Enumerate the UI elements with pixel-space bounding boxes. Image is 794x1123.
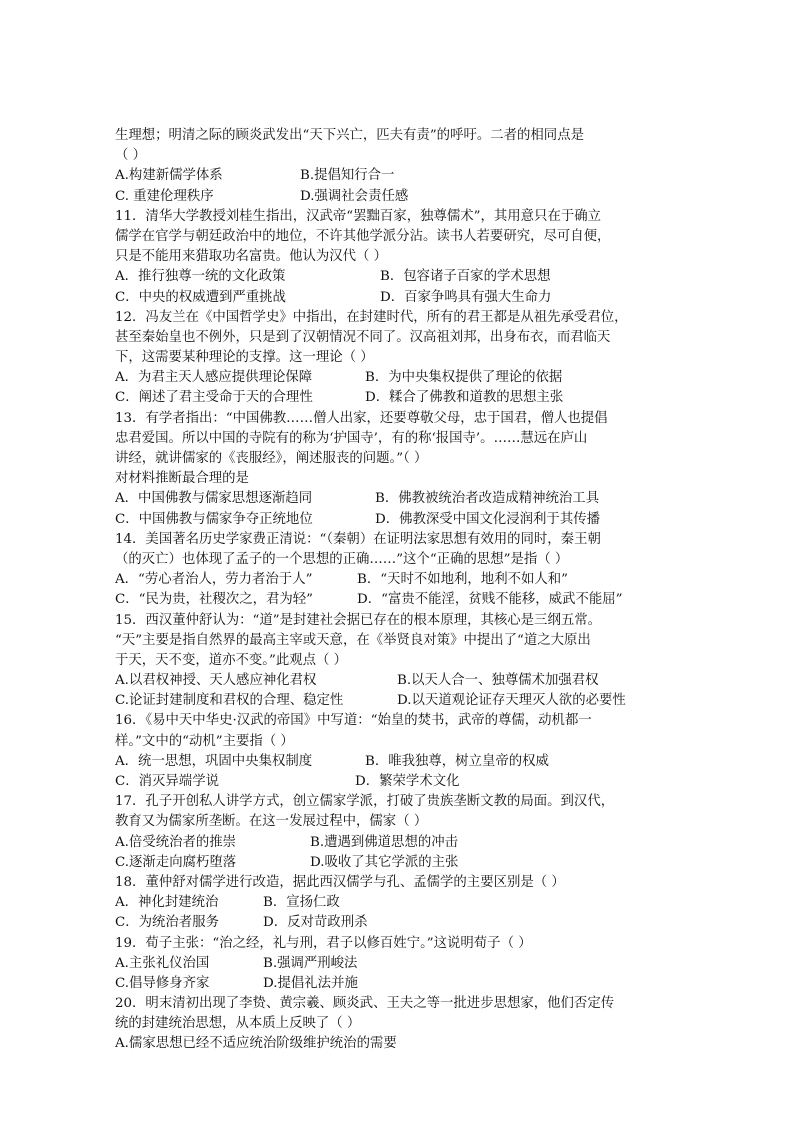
- option-left: C.倡导修身齐家: [115, 975, 210, 991]
- option-row: [115, 752, 685, 772]
- option-row: [115, 691, 685, 711]
- option-left: A．神化封建统治: [115, 895, 219, 911]
- option-right: B．佛教被统治者改造成精神统治工具: [375, 491, 600, 507]
- text-line: （的灭亡）也体现了孟子的一个思想的正确……”这个“正确的思想”是指（ ）: [115, 551, 569, 567]
- option-left: C．中央的权威遭到严重挑战: [115, 289, 286, 305]
- option-right: B．唯我独尊，树立皇帝的权威: [365, 753, 549, 769]
- text-line: 12．冯友兰在《中国哲学史》中指出，在封建时代，所有的君王都是从祖先承受君位，: [115, 309, 628, 325]
- option-row: [115, 570, 685, 590]
- option-left: C.论证封建制度和君权的合理、稳定性: [115, 693, 344, 709]
- option-left: A．“劳心者治人，劳力者治于人”: [115, 572, 313, 588]
- text-line: 只是不能用来猎取功名富贵。他认为汉代（ ）: [115, 249, 388, 265]
- text-line: “天”主要是指自然界的最高主宰或天意，在《举贤良对策》中提出了“道之大原出: [115, 632, 591, 648]
- text-line: 下，这需要某种理论的支撑。这一理论（ ）: [115, 350, 374, 366]
- text-line: 儒学在官学与朝廷政治中的地位，不许其他学派分沾。读书人若要研究，尽可自便，: [115, 228, 611, 244]
- option-right: B.遭遇到佛道思想的冲击: [310, 834, 459, 850]
- text-line: 20．明末清初出现了李贽、黄宗羲、顾炎武、王夫之等一批进步思想家，他们否定传: [115, 996, 615, 1012]
- option-left: C.逐渐走向腐朽堕落: [115, 854, 237, 870]
- option-right: D．糅合了佛教和道教的思想主张: [365, 390, 564, 406]
- option-right: D．“富贵不能淫，贫贱不能移，威武不能屈”: [357, 592, 623, 608]
- option-right: D．佛教深受中国文化浸润利于其传播: [375, 511, 600, 527]
- text-line: 甚至秦始皇也不例外，只是到了汉朝情况不同了。汉高祖刘邦，出身布衣，而君临天: [115, 329, 611, 345]
- option-row: [115, 166, 685, 186]
- text-line: 13．有学者指出：“中国佛教……僧人出家，还要尊敬父母，忠于国君，僧人也提倡: [115, 410, 608, 426]
- text-line: 16．《易中天中华史·汉武的帝国》中写道：“始皇的焚书，武帝的尊儒，动机都一: [115, 713, 592, 729]
- text-line: 教育又为儒家所垄断。在这一发展过程中，儒家（ ）: [115, 814, 428, 830]
- option-row: [115, 913, 685, 933]
- option-row: [115, 954, 685, 974]
- option-row: [115, 772, 685, 792]
- text-line: A.儒家思想已经不适应统治阶级维护统治的需要: [115, 1036, 397, 1052]
- option-left: A.主张礼仪治国: [115, 955, 210, 971]
- option-row: [115, 368, 685, 388]
- option-left: C. 重建伦理秩序: [115, 188, 214, 204]
- option-row: [115, 288, 685, 308]
- option-left: A.以君权神授、天人感应神化君权: [115, 673, 317, 689]
- option-left: C．消灭异端学说: [115, 774, 219, 789]
- text-line: 18．董仲舒对儒学进行改造，据此西汉儒学与孔、孟儒学的主要区别是（ ）: [115, 874, 565, 890]
- option-right: D.提倡礼法并施: [263, 975, 358, 991]
- text-line: 11．清华大学教授刘桂生指出，汉武帝“罢黜百家，独尊儒术”，其用意只在于确立: [115, 208, 602, 224]
- option-left: A．为君主天人感应提供理论保障: [115, 370, 313, 386]
- option-left: A．推行独尊一统的文化政策: [115, 269, 286, 285]
- option-left: A.倍受统治者的推崇: [115, 834, 237, 850]
- option-row: [115, 510, 685, 530]
- option-row: [115, 267, 685, 287]
- text-line: （ ）: [115, 148, 147, 164]
- option-row: [115, 671, 685, 691]
- option-right: B．为中央集权提供了理论的依据: [365, 370, 563, 386]
- text-line: 17．孔子开创私人讲学方式，创立儒家学派，打破了贵族垄断文教的局面。到汉代，: [115, 794, 615, 810]
- text-line: 忠君爱国。所以中国的寺院有的称为‘护国寺’，有的称‘报国寺’。……慧远在庐山: [115, 430, 588, 446]
- text-line: 讲经，就讲儒家的《丧服经》，阐述服丧的问题。”（ ）: [115, 451, 428, 466]
- option-left: A．中国佛教与儒家思想逐渐趋同: [115, 491, 313, 507]
- option-row: [115, 388, 685, 408]
- option-left: A．统一思想，巩固中央集权制度: [115, 753, 313, 769]
- option-row: [115, 893, 685, 913]
- option-right: D.吸收了其它学派的主张: [310, 854, 459, 870]
- option-left: C．为统治者服务: [115, 915, 219, 931]
- text-line: 对材料推断最合理的是: [115, 471, 249, 487]
- option-right: B.强调严刑峻法: [263, 955, 358, 971]
- option-row: [115, 853, 685, 873]
- option-row: [115, 833, 685, 853]
- option-right: D.以天道观论证存天理灭人欲的必要性: [397, 693, 626, 709]
- option-right: D．百家争鸣具有强大生命力: [380, 289, 552, 305]
- option-right: D．繁荣学术文化: [355, 774, 460, 789]
- option-right: D.强调社会责任感: [300, 188, 409, 204]
- text-line: 19．荀子主张：“治之经，礼与刑，君子以修百姓宁。”这说明荀子（ ）: [115, 935, 532, 951]
- option-row: [115, 974, 685, 994]
- text-line: 14．美国著名历史学家费正清说：“（秦朝）在证明法家思想有效用的同时，秦王朝: [115, 531, 601, 547]
- option-left: A.构建新儒学体系: [115, 168, 223, 184]
- option-right: D．反对苛政刑杀: [263, 915, 368, 931]
- option-right: B.以天人合一、独尊儒术加强君权: [397, 673, 599, 689]
- option-right: B．宣扬仁政: [263, 895, 340, 911]
- option-right: B．包容诸子百家的学术思想: [380, 269, 551, 285]
- text-line: 15．西汉董仲舒认为：“道”是封建社会据已存在的根本原理，其核心是三纲五常。: [115, 612, 602, 628]
- option-row: [115, 590, 685, 610]
- text-line: 于天，天不变，道亦不变。”此观点（ ）: [115, 652, 348, 668]
- option-row: [115, 489, 685, 509]
- option-right: B.提倡知行合一: [300, 168, 395, 184]
- text-line: 生理想；明清之际的顾炎武发出“天下兴亡，匹夫有责”的呼吁。二者的相同点是: [115, 128, 584, 143]
- question-text-body: [115, 126, 685, 1055]
- option-left: C．中国佛教与儒家争夺正统地位: [115, 511, 313, 527]
- option-row: [115, 187, 685, 207]
- option-left: C．阐述了君主受命于天的合理性: [115, 390, 313, 406]
- text-line: 样。”文中的“动机”主要指（ ）: [115, 733, 294, 749]
- option-right: B．“天时不如地利，地利不如人和”: [357, 572, 568, 588]
- text-line: 统的封建统治思想，从本质上反映了（ ）: [115, 1016, 361, 1032]
- option-left: C．“民为贵，社稷次之，君为轻”: [115, 592, 314, 608]
